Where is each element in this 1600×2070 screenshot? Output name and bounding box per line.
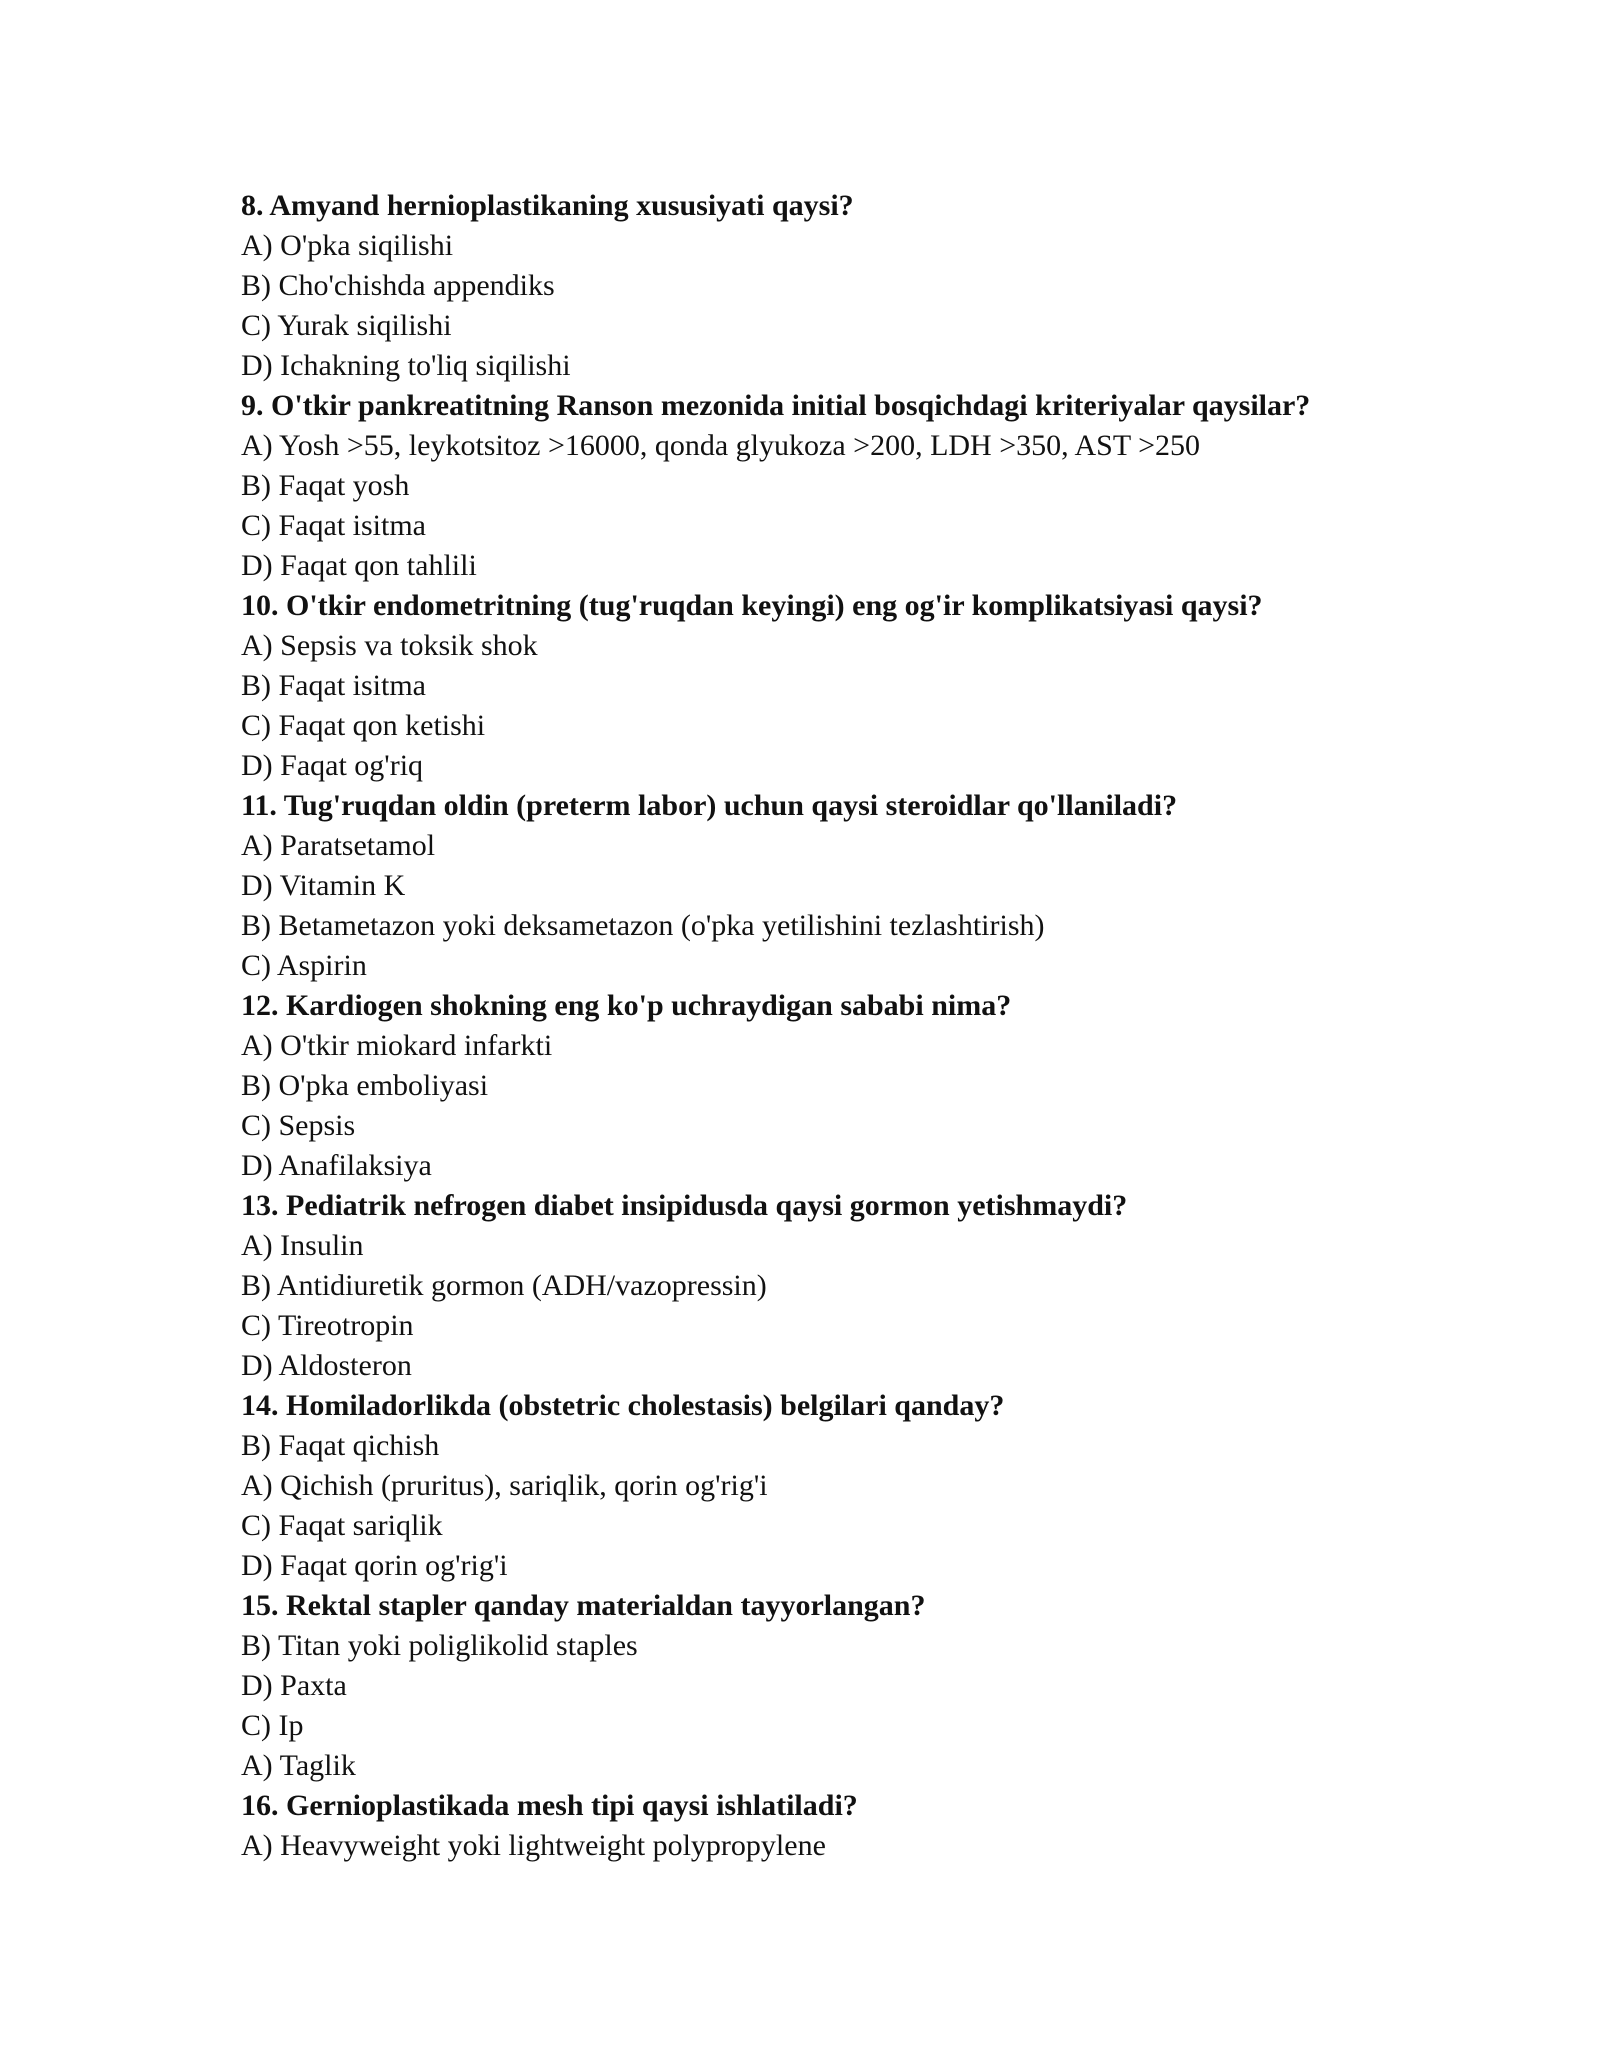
answer-option: D) Anafilaksiya [241,1149,432,1182]
answer-option: A) Yosh >55, leykotsitoz >16000, qonda glyukoza >200, LDH >350, AST >250 [241,429,1201,462]
answer-option: C) Aspirin [241,949,367,982]
question-block [241,1186,1441,1386]
answer-option: C) Sepsis [241,1109,356,1142]
answer-option: A) Sepsis va toksik shok [241,629,538,662]
question-block [241,1586,1441,1786]
answer-option: D) Faqat qon tahlili [241,549,477,582]
answer-option: A) O'tkir miokard infarkti [241,1029,553,1062]
answer-option: C) Tireotropin [241,1309,414,1342]
answer-option: A) Taglik [241,1749,356,1782]
answer-option: C) Faqat isitma [241,509,426,542]
question-title: 8. Amyand hernioplastikaning xususiyati qaysi? [241,189,854,222]
answer-option: C) Faqat qon ketishi [241,709,486,742]
answer-option: B) Cho'chishda appendiks [241,269,555,302]
answer-option: D) Faqat og'riq [241,749,424,782]
question-block [241,186,1441,386]
answer-option: B) Faqat yosh [241,469,410,502]
question-block [241,586,1441,786]
answer-option: D) Faqat qorin og'rig'i [241,1549,508,1582]
question-block [241,1786,1441,1866]
answer-option: C) Faqat sariqlik [241,1509,443,1542]
answer-option: D) Ichakning to'liq siqilishi [241,349,571,382]
answer-option: B) Betametazon yoki deksametazon (o'pka yetilishini tezlashtirish) [241,909,1045,942]
question-title: 12. Kardiogen shokning eng ko'p uchraydigan sababi nima? [241,989,1012,1022]
answer-option: B) Faqat qichish [241,1429,440,1462]
question-title: 13. Pediatrik nefrogen diabet insipidusda qaysi gormon yetishmaydi? [241,1189,1128,1222]
question-title: 9. O'tkir pankreatitning Ranson mezonida initial bosqichdagi kriteriyalar qaysilar? [241,389,1311,422]
answer-option: B) Titan yoki poliglikolid staples [241,1629,638,1662]
answer-option: C) Ip [241,1709,304,1742]
answer-option: A) Paratsetamol [241,829,436,862]
answer-option: A) Qichish (pruritus), sariqlik, qorin og'rig'i [241,1469,768,1502]
question-title: 11. Tug'ruqdan oldin (preterm labor) uchun qaysi steroidlar qo'llaniladi? [241,789,1178,822]
answer-option: A) Heavyweight yoki lightweight polypropylene [241,1829,826,1862]
answer-option: D) Paxta [241,1669,347,1702]
answer-option: D) Aldosteron [241,1349,412,1382]
answer-option: B) O'pka emboliyasi [241,1069,489,1102]
question-block [241,786,1441,986]
question-block [241,1386,1441,1586]
answer-option: A) Insulin [241,1229,364,1262]
question-title: 10. O'tkir endometritning (tug'ruqdan keyingi) eng og'ir komplikatsiyasi qaysi? [241,589,1263,622]
question-title: 16. Gernioplastikada mesh tipi qaysi ishlatiladi? [241,1789,858,1822]
answer-option: C) Yurak siqilishi [241,309,452,342]
answer-option: D) Vitamin K [241,869,406,902]
answer-option: A) O'pka siqilishi [241,229,454,262]
question-list [241,186,1441,1866]
answer-option: B) Antidiuretik gormon (ADH/vazopressin) [241,1269,767,1302]
question-title: 14. Homiladorlikda (obstetric cholestasis) belgilari qanday? [241,1389,1005,1422]
question-block [241,986,1441,1186]
question-title: 15. Rektal stapler qanday materialdan tayyorlangan? [241,1589,926,1622]
question-block [241,386,1441,586]
answer-option: B) Faqat isitma [241,669,426,702]
